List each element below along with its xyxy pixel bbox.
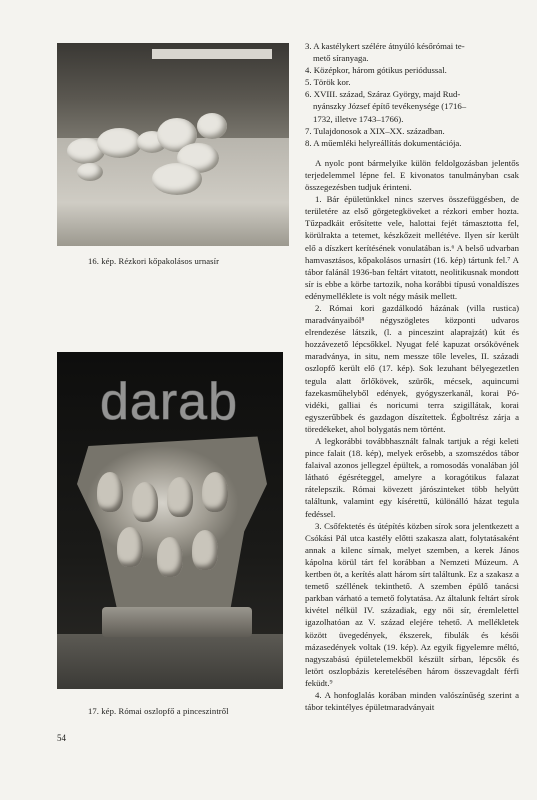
acanthus-leaf xyxy=(117,527,143,567)
body-paragraph: A nyolc pont bármelyike külön feldolgozásban jelentős terjedelemmel lépne fel. E kivonatos tanulmányban csak összegezésben tudjuk érinteni. xyxy=(305,157,519,193)
body-paragraph: A legkorábbi továbbhasznált falnak tartjuk a régi keleti pince falait (18. kép), melyek erősebb, a szomszédos tábor falaival azonos jellegzel épültek, a romosodás vonalában jól látható égésréteggel, amelyre a koragótikus falazat rátelepszik. Római kövezett járószinteket több helyütt találtunk, valamint egy kísérettű, különálló házat tegula fedéssel. xyxy=(305,436,519,519)
body-paragraph: 4. A honfoglalás korában minden valószínűség szerint a tábor tekintélyes épületmaradványait xyxy=(305,689,519,713)
body-paragraph: 2. Római kori gazdálkodó házának (villa rustica) maradványaiból⁸ négyszögletes központi udvaros elrendezése látszik, (l. a pinceszint alaprajzát) kút és hozzávezető lépcsőkkel. Nyugat felé kapuzat orsókövének maradványa, in situ, nem messze tőle leveles, II. századi oszlopfő került elő (17. kép). Sok lezuhant bélyegezetlen tegula alatt őrlőkövek, szürők, mécsek, aquincumi fazekasműhelyből edények, gyógyszerkanál, korai Pó-vidéki, galliai és noricumi terra szigillátak, korai egyszerűbbek és gazdagon díszítettek. Égboltrész zárja a töredékeket, ahol bolygatás nem történt. xyxy=(305,302,519,434)
page-number: 54 xyxy=(57,733,66,743)
acanthus-leaf xyxy=(202,472,228,512)
list-item: 7. Tulajdonosok a XIX–XX. században. xyxy=(305,125,445,136)
stone-shape xyxy=(152,163,202,195)
stone-shape xyxy=(77,163,103,181)
list-item: 8. A műemléki helyreállítás dokumentációja. xyxy=(305,137,462,148)
list-item: 5. Török kor. xyxy=(305,77,351,88)
text-column xyxy=(305,40,519,713)
photo-urn-burial xyxy=(57,43,289,246)
acanthus-leaf xyxy=(192,530,218,570)
pedestal xyxy=(57,634,283,689)
list-item: 4. Középkor, három gótikus periódussal. xyxy=(305,65,447,76)
body-paragraph: 1. Bár épületünkkel nincs szerves összefüggésben, de területére az első görgetegköveket a rézkori ember hozta. Tűzpadkáit erősítette vele, halottai fejét támasztotta fel, körülrakta a tetemet, készkőzeit mellétéve. Ilyen sír került elő a díszkert kerítésének vonulatában is.⁶ A belső udvarban hamvasztásos, kőpakolásos urnasírt (16. kép) tártunk fel.⁷ A tábor falánál 1936-ban feltárt vitatott, neolitikusnak mondott sír is ebbe a körbe tartozik, noha korábbi típusú vonaldíszes edénymelléklete is volt négy másik mellett. xyxy=(305,194,519,301)
stone-shape xyxy=(97,128,142,158)
photo-roman-capital xyxy=(57,352,283,689)
acanthus-leaf xyxy=(132,482,158,522)
acanthus-leaf xyxy=(97,472,123,512)
list-item: mető síranyaga. xyxy=(313,53,369,64)
list-item: 1732, illetve 1743–1766). xyxy=(313,113,404,124)
list-item: 3. A kastélykert szélére átnyúló későrómai te- xyxy=(305,41,465,51)
capital-stone xyxy=(77,427,267,617)
capital-base xyxy=(102,607,252,637)
body-paragraph: 3. Csőfektetés és útépítés közben sírok sora jelentkezett a Csókási Pál utca kastély előtti szakasza alatt, folytatásaként annak a kilenc sírnak, melyet szemben, a kerek János kápolna körül tárt fel korábban a Nemzeti Múzeum. A kertben öt, a kerítés alatt három sírt találtunk. Ez a szakasz a temető széllének tekinthető. A szemben épülő tanácsi parkban várható a temető folytatása. Az általunk feltárt sírok kivétel nélkül IV. századiak, egy női sír, éremlelettel igazolhatóan az V. század elejére tehető. A mellékletek között üvegedények, ékszerek, fibulák és késői mázasedények voltak (19. kép). Az egyik figyelemre méltó, nagyszabású épületelemekből készült sírban, lépcsők és letört oszlopbázis keretelésében három összevagdalt férfi feküdt.⁹ xyxy=(305,520,519,688)
acanthus-leaf xyxy=(167,477,193,517)
figure-17-caption: 17. kép. Római oszlopfő a pinceszintről xyxy=(88,706,229,716)
scale-board xyxy=(152,49,272,59)
list-item: nyánszky József építő tevékenysége (1716– xyxy=(313,101,467,112)
figure-16-caption: 16. kép. Rézkori kőpakolásos urnasír xyxy=(88,256,220,266)
acanthus-leaf xyxy=(157,537,183,577)
stone-shape xyxy=(197,113,227,139)
list-item: 6. XVIII. század, Száraz György, majd Rud- xyxy=(305,89,461,100)
watermark: darab xyxy=(100,373,238,431)
